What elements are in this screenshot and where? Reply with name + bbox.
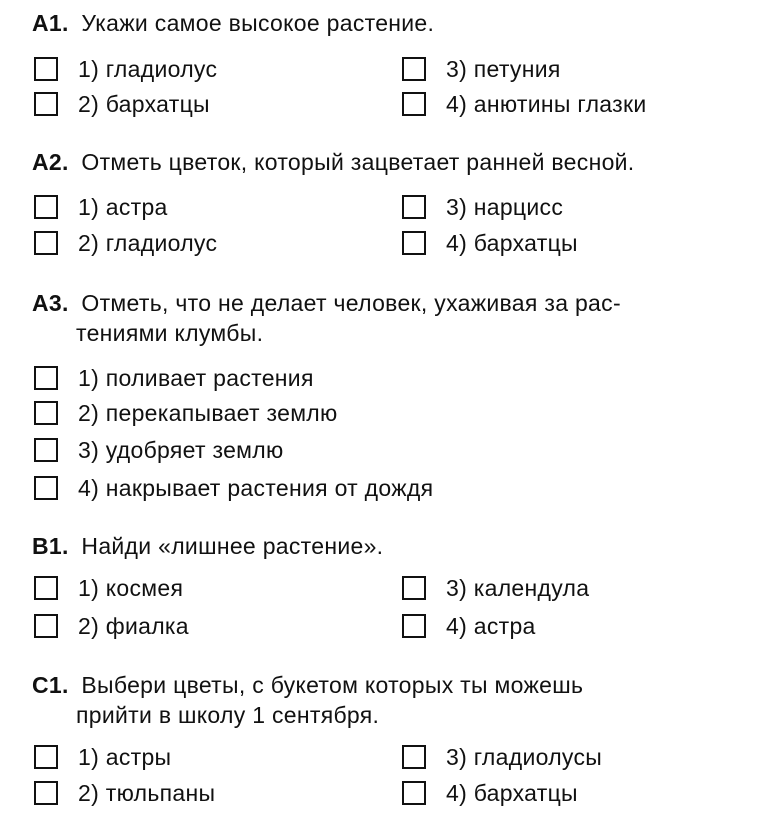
answer-option[interactable]	[402, 90, 646, 118]
answer-option[interactable]	[34, 574, 183, 602]
answer-option[interactable]	[402, 229, 578, 257]
checkbox[interactable]	[402, 57, 426, 81]
question-text-line1: Выбери цветы, с букетом которых ты можешь	[81, 672, 584, 698]
checkbox[interactable]	[34, 57, 58, 81]
question-c1-heading	[32, 670, 583, 700]
question-text: Найди «лишнее растение».	[81, 533, 384, 559]
checkbox[interactable]	[402, 576, 426, 600]
option-label: 1) гладиолус	[78, 56, 218, 82]
option-label: 3) петуния	[446, 56, 561, 82]
answer-option[interactable]	[34, 229, 217, 257]
option-label: 4) астра	[446, 613, 536, 639]
option-label: 2) фиалка	[78, 613, 189, 639]
answer-option[interactable]	[402, 743, 602, 771]
question-label: А2.	[32, 149, 69, 175]
question-label: С1.	[32, 672, 69, 698]
answer-option[interactable]	[34, 55, 217, 83]
checkbox[interactable]	[34, 476, 58, 500]
checkbox[interactable]	[34, 231, 58, 255]
answer-option[interactable]	[34, 193, 168, 221]
answer-option[interactable]	[402, 779, 578, 807]
option-label: 2) бархатцы	[78, 91, 210, 117]
checkbox[interactable]	[34, 576, 58, 600]
question-b1-heading	[32, 531, 383, 561]
answer-option[interactable]	[34, 474, 433, 502]
option-label: 3) нарцисс	[446, 194, 564, 220]
answer-option[interactable]	[402, 55, 561, 83]
checkbox[interactable]	[34, 92, 58, 116]
option-label: 2) перекапывает землю	[78, 400, 338, 426]
option-label: 4) бархатцы	[446, 230, 578, 256]
question-text-line2: тениями клумбы.	[76, 320, 264, 346]
checkbox[interactable]	[402, 781, 426, 805]
answer-option[interactable]	[34, 779, 215, 807]
checkbox[interactable]	[34, 401, 58, 425]
checkbox[interactable]	[402, 195, 426, 219]
checkbox[interactable]	[34, 366, 58, 390]
question-label: А1.	[32, 10, 69, 36]
checkbox[interactable]	[402, 745, 426, 769]
question-text-line2: прийти в школу 1 сентября.	[76, 702, 380, 728]
option-label: 4) накрывает растения от дождя	[78, 475, 434, 501]
answer-option[interactable]	[402, 574, 589, 602]
question-text: Укажи самое высокое растение.	[81, 10, 435, 36]
checkbox[interactable]	[34, 745, 58, 769]
option-label: 4) бархатцы	[446, 780, 578, 806]
question-a1-heading	[32, 8, 434, 38]
checkbox[interactable]	[402, 92, 426, 116]
question-label: В1.	[32, 533, 69, 559]
question-label: А3.	[32, 290, 69, 316]
answer-option[interactable]	[34, 743, 171, 771]
question-text-line1: Отметь, что не делает человек, ухаживая за рас-	[81, 290, 621, 316]
checkbox[interactable]	[34, 614, 58, 638]
answer-option[interactable]	[34, 399, 338, 427]
checkbox[interactable]	[402, 614, 426, 638]
option-label: 2) тюльпаны	[78, 780, 216, 806]
option-label: 3) календула	[446, 575, 590, 601]
option-label: 3) гладиолусы	[446, 744, 603, 770]
answer-option[interactable]	[402, 612, 536, 640]
question-a2-heading	[32, 147, 635, 177]
option-label: 3) удобряет землю	[78, 437, 284, 463]
question-text: Отметь цветок, который зацветает ранней весной.	[81, 149, 635, 175]
option-label: 1) поливает растения	[78, 365, 314, 391]
question-a3-heading	[32, 288, 621, 318]
checkbox[interactable]	[402, 231, 426, 255]
answer-option[interactable]	[34, 364, 314, 392]
answer-option[interactable]	[34, 436, 284, 464]
checkbox[interactable]	[34, 438, 58, 462]
option-label: 4) анютины глазки	[446, 91, 647, 117]
checkbox[interactable]	[34, 195, 58, 219]
checkbox[interactable]	[34, 781, 58, 805]
answer-option[interactable]	[34, 90, 210, 118]
answer-option[interactable]	[34, 612, 189, 640]
answer-option[interactable]	[402, 193, 563, 221]
option-label: 1) астра	[78, 194, 168, 220]
option-label: 1) космея	[78, 575, 184, 601]
option-label: 2) гладиолус	[78, 230, 218, 256]
option-label: 1) астры	[78, 744, 172, 770]
